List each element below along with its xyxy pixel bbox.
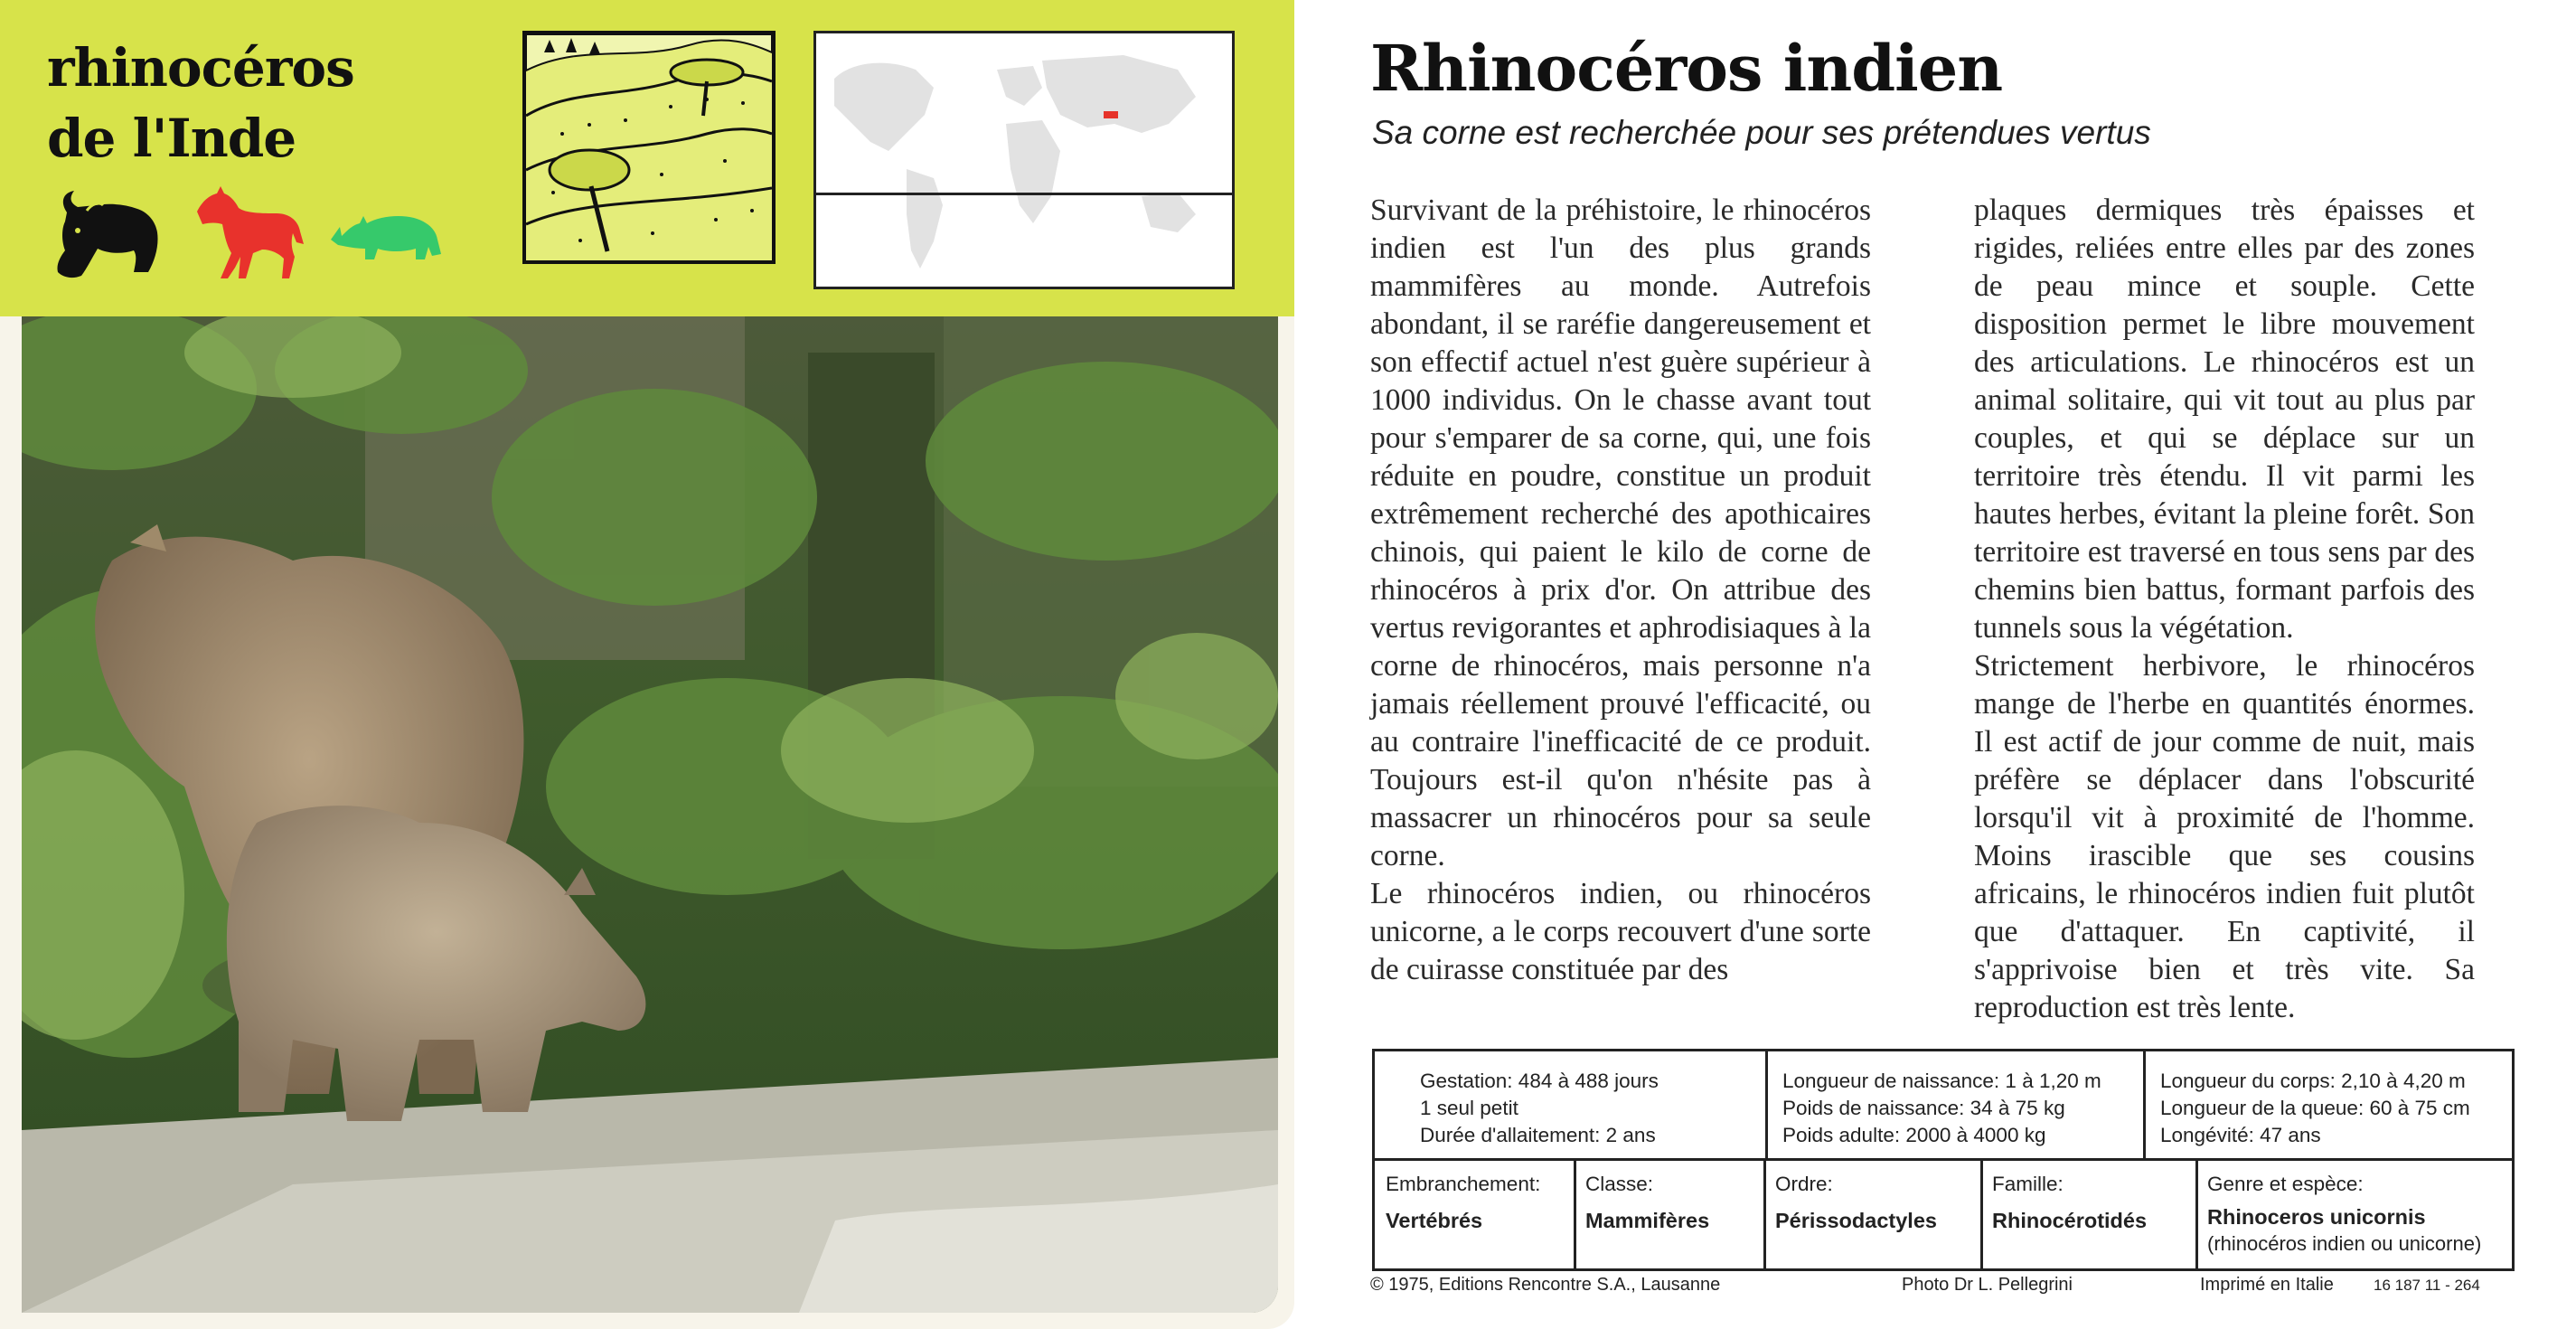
fact-birth-weight: Poids de naissance: 34 à 75 kg <box>1782 1097 2065 1119</box>
facts-table <box>1372 1049 2515 1271</box>
taxonomy-value: Rhinoceros unicornis <box>2207 1205 2426 1229</box>
common-name-line1: rhinocéros <box>47 37 354 99</box>
taxonomy-note: (rhinocéros indien ou unicorne) <box>2207 1232 2482 1255</box>
body-facts <box>2143 1051 2517 1158</box>
taxonomy-value: Mammifères <box>1585 1209 1710 1232</box>
size-facts <box>1765 1051 2143 1158</box>
fact-longevity: Longévité: 47 ans <box>2160 1124 2321 1146</box>
taxonomy-value: Rhinocérotidés <box>1992 1209 2148 1232</box>
taxonomy-cell <box>1763 1158 1980 1268</box>
facts-row <box>1375 1051 2512 1161</box>
paragraph: Strictement herbivore, le rhinocéros mange de l'herbe en quantités énormes. Il est actif de jour comme de nuit, mais préfère se déplacer dans l'obscurité lorsqu'il vit à proximité de l'homme. Moins irascible que ses cousins africains, le rhinocéros indien fuit plutôt que d'attaquer. En captivité, il s'apprivoise bien et très vite. Sa reproduction est très lente. <box>1974 649 2475 1024</box>
taxonomy-label: Genre et espèce: <box>2207 1173 2364 1195</box>
page-subtitle: Sa corne est recherchée pour ses prétendues vertus <box>1372 114 2151 151</box>
common-name <box>47 33 354 174</box>
paragraph: Le rhinocéros indien, ou rhinocéros unicorne, a le corps recouvert d'une sorte de cuirasse constituée par des <box>1370 877 1871 986</box>
paragraph: plaques dermiques très épaisses et rigides, reliées entre elles par des zones de peau mince et souple. Cette disposition permet le libre mouvement des articulations. Le rhinocéros est un animal solitaire, qui vit tout au plus par couples, et qui se déplace sur un territoire très étendu. Il vit parmi les hautes herbes, évitant la pleine forêt. Son territoire est traversé en tous sens par des chemins bien battus, formant parfois des tunnels sous la végétation. <box>1974 193 2475 645</box>
taxonomy-label: Famille: <box>1992 1173 2064 1195</box>
fact-tail-length: Longueur de la queue: 60 à 75 cm <box>2160 1097 2470 1119</box>
ox-icon <box>51 185 168 285</box>
taxonomy-value: Vertébrés <box>1386 1209 1483 1232</box>
fact-adult-weight: Poids adulte: 2000 à 4000 kg <box>1782 1124 2046 1146</box>
print-info: Imprimé en Italie <box>2200 1275 2334 1295</box>
text-column-2 <box>1974 192 2475 1027</box>
fact-birth-length: Longueur de naissance: 1 à 1,20 m <box>1782 1070 2101 1092</box>
taxonomy-row <box>1375 1158 2512 1268</box>
paragraph: Survivant de la préhistoire, le rhinocéros indien est l'un des plus grands mammifères au monde. Autrefois abondant, il se raréfie dangereusement et son effectif actuel n'est guère supérieur à 1000 individus. On le chasse avant tout pour s'emparer de sa corne, qui, une fois réduite en poudre, constitue un produit extrêmement recherché des apothicaires chinois, qui paient le kilo de corne de rhinocéros à prix d'or. On attribue des vertus revigorantes et aphrodisiaques à la corne de rhinocéros, mais personne n'a jamais réellement prouvé l'efficacité, ou au contraire l'inefficacité de ce produit. Toujours est-il qu'on n'hésite pas à massacrer un rhinocéros pour sa seule corne. <box>1370 193 1871 872</box>
reproduction-facts <box>1375 1051 1765 1158</box>
taxonomy-value: Périssodactyles <box>1775 1209 1937 1232</box>
rhinoceros-icon <box>327 203 445 267</box>
taxonomy-cell <box>1375 1158 1574 1268</box>
text-column-1 <box>1370 192 1871 989</box>
taxonomy-cell <box>1980 1158 2195 1268</box>
card-code: 16 187 11 - 264 <box>2374 1277 2480 1294</box>
taxonomy-label: Ordre: <box>1775 1173 1833 1195</box>
habitat-illustration <box>522 31 776 264</box>
taxonomy-cell <box>1574 1158 1763 1268</box>
copyright: © 1975, Editions Rencontre S.A., Lausanne <box>1370 1275 1721 1295</box>
taxonomy-cell <box>2195 1158 2512 1268</box>
distribution-map <box>813 31 1235 289</box>
common-name-line2: de l'Inde <box>47 108 296 169</box>
fact-weaning: Durée d'allaitement: 2 ans <box>1420 1124 1656 1146</box>
fact-litter: 1 seul petit <box>1420 1097 1518 1119</box>
fact-gestation: Gestation: 484 à 488 jours <box>1420 1070 1659 1092</box>
page-title: Rhinocéros indien <box>1370 31 2003 106</box>
taxonomy-label: Embranchement: <box>1386 1173 1541 1195</box>
map-divider <box>816 193 1232 195</box>
horse-icon <box>190 181 307 285</box>
fact-body-length: Longueur du corps: 2,10 à 4,20 m <box>2160 1070 2466 1092</box>
species-card-back <box>1294 0 2576 1329</box>
range-marker <box>1104 111 1118 118</box>
photo-credit: Photo Dr L. Pellegrini <box>1902 1275 2073 1295</box>
rhinoceros-photo <box>22 316 1278 1313</box>
taxonomy-label: Classe: <box>1585 1173 1654 1195</box>
